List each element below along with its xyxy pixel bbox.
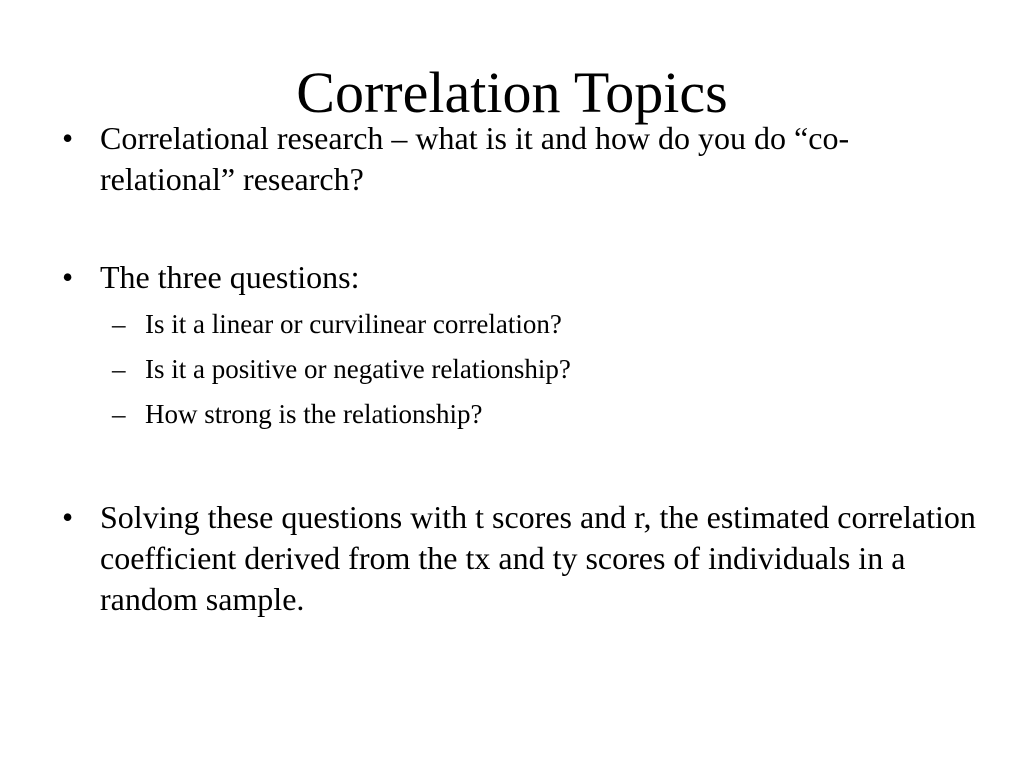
bullet-item [62,118,982,200]
sub-bullet-marker: – [112,309,126,339]
bullet-marker: • [62,259,74,295]
bullet-item [62,257,982,298]
bullet-text: The three questions: [100,259,360,295]
sub-bullet-marker: – [112,399,126,429]
bullet-item [62,497,982,620]
sub-bullet-item [112,398,972,430]
sub-bullet-marker: – [112,354,126,384]
bullet-marker: • [62,499,74,535]
sub-bullet-item [112,353,972,385]
sub-bullet-item [112,308,972,340]
sub-bullet-text: Is it a positive or negative relationship? [145,354,571,384]
bullet-text: Correlational research – what is it and how do you do “co-relational” research? [100,120,850,197]
sub-bullet-text: Is it a linear or curvilinear correlation? [145,309,562,339]
bullet-marker: • [62,120,74,156]
slide-title: Correlation Topics [296,60,728,125]
sub-bullet-text: How strong is the relationship? [145,399,483,429]
bullet-text: Solving these questions with t scores and r, the estimated correlation coefficient derived from the tx and ty scores of individuals in a random sample. [100,499,976,617]
